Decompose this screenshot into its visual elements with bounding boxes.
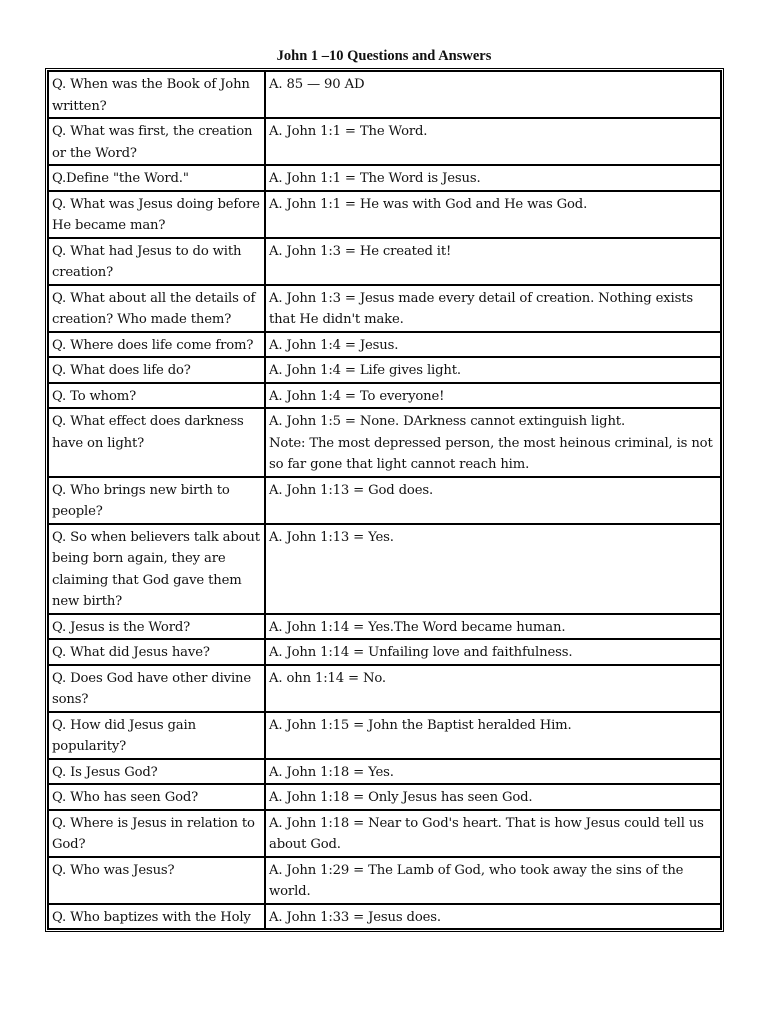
question-cell: Q. Does God have other divine sons? [48, 665, 265, 712]
question-cell: Q. Who baptizes with the Holy [48, 904, 265, 930]
answer-text: A. John 1:1 = The Word is Jesus. [269, 171, 481, 186]
table-row [48, 165, 721, 191]
question-cell: Q. When was the Book of John written? [48, 71, 265, 118]
table-row [48, 857, 721, 904]
table-row [48, 639, 721, 665]
answer-cell [265, 524, 721, 614]
answer-cell [265, 477, 721, 524]
answer-cell [265, 383, 721, 409]
answer-cell [265, 118, 721, 165]
table-row [48, 118, 721, 165]
question-cell: Q. What does life do? [48, 357, 265, 383]
answer-cell [265, 614, 721, 640]
answer-text: A. John 1:29 = The Lamb of God, who took away the sins of the world. [269, 862, 684, 899]
answer-text: A. 85 — 90 AD [269, 77, 365, 92]
question-cell: Q. What about all the details of creation? Who made them? [48, 285, 265, 332]
answer-text: A. John 1:13 = Yes. [269, 529, 394, 545]
answer-text: A. John 1:5 = None. DArkness cannot extinguish light. [269, 414, 625, 429]
answer-cell [265, 759, 721, 785]
question-cell: Q. What was Jesus doing before He became man? [48, 191, 265, 238]
table-row [48, 383, 721, 409]
table-row [48, 904, 721, 930]
document-title: John 1 –10 Questions and Answers [276, 48, 492, 64]
answer-cell [265, 784, 721, 810]
qa-table-body [48, 71, 721, 929]
question-cell: Q. To whom? [48, 383, 265, 409]
table-row [48, 784, 721, 810]
answer-text: A. John 1:15 = John the Baptist heralded Him. [269, 717, 572, 733]
table-row [48, 665, 721, 712]
table-row [48, 191, 721, 238]
answer-text: A. John 1:4 = To everyone! [269, 388, 445, 404]
question-cell: Q. What effect does darkness have on light? [48, 408, 265, 477]
answer-cell [265, 408, 721, 477]
answer-text: A. John 1:18 = Near to God's heart. That is how Jesus could tell us about God. [269, 815, 704, 852]
answer-text: A. John 1:4 = Jesus. [269, 337, 399, 353]
question-cell: Q. Who was Jesus? [48, 857, 265, 904]
table-row [48, 408, 721, 477]
question-cell: Q. What did Jesus have? [48, 639, 265, 665]
answer-text: A. John 1:1 = The Word. [269, 124, 428, 139]
answer-cell [265, 165, 721, 191]
question-cell: Q. What had Jesus to do with creation? [48, 238, 265, 285]
answer-text: A. John 1:13 = God does. [269, 482, 434, 498]
qa-table [47, 70, 722, 930]
answer-text: A. John 1:14 = Yes.The Word became human. [269, 619, 566, 635]
answer-cell [265, 357, 721, 383]
answer-text: A. John 1:3 = Jesus made every detail of creation. Nothing exists that He didn't make. [269, 290, 693, 327]
question-cell: Q. How did Jesus gain popularity? [48, 712, 265, 759]
answer-cell [265, 639, 721, 665]
table-row [48, 477, 721, 524]
question-cell: Q. Where does life come from? [48, 332, 265, 358]
answer-text: A. John 1:18 = Yes. [269, 764, 394, 780]
answer-text: A. John 1:3 = He created it! [269, 243, 452, 259]
question-cell: Q. Who has seen God? [48, 784, 265, 810]
answer-cell [265, 238, 721, 285]
answer-cell [265, 665, 721, 712]
table-row [48, 524, 721, 614]
answer-note: Note: The most depressed person, the most heinous criminal, is not so far gone that light cannot reach him. [269, 435, 713, 472]
answer-cell [265, 191, 721, 238]
question-cell: Q. So when believers talk about being born again, they are claiming that God gave them new birth? [48, 524, 265, 614]
answer-cell [265, 810, 721, 857]
table-row [48, 759, 721, 785]
answer-text: A. John 1:1 = He was with God and He was God. [269, 196, 588, 212]
answer-text: A. John 1:33 = Jesus does. [269, 909, 441, 925]
answer-text: A. John 1:18 = Only Jesus has seen God. [269, 790, 533, 805]
answer-cell [265, 332, 721, 358]
question-cell: Q. Where is Jesus in relation to God? [48, 810, 265, 857]
answer-text: A. John 1:4 = Life gives light. [269, 363, 461, 378]
table-row [48, 357, 721, 383]
question-cell: Q.Define "the Word." [48, 165, 265, 191]
table-row [48, 238, 721, 285]
question-cell: Q. Who brings new birth to people? [48, 477, 265, 524]
answer-cell [265, 71, 721, 118]
answer-cell [265, 712, 721, 759]
answer-text: A. John 1:14 = Unfailing love and faithfulness. [269, 645, 573, 660]
question-cell: Q. Jesus is the Word? [48, 614, 265, 640]
table-row [48, 332, 721, 358]
table-row [48, 712, 721, 759]
table-row [48, 614, 721, 640]
answer-cell [265, 904, 721, 930]
table-row [48, 285, 721, 332]
answer-cell [265, 857, 721, 904]
question-cell: Q. What was first, the creation or the Word? [48, 118, 265, 165]
table-row [48, 71, 721, 118]
answer-text: A. ohn 1:14 = No. [269, 670, 386, 686]
table-row [48, 810, 721, 857]
answer-cell [265, 285, 721, 332]
question-cell: Q. Is Jesus God? [48, 759, 265, 785]
